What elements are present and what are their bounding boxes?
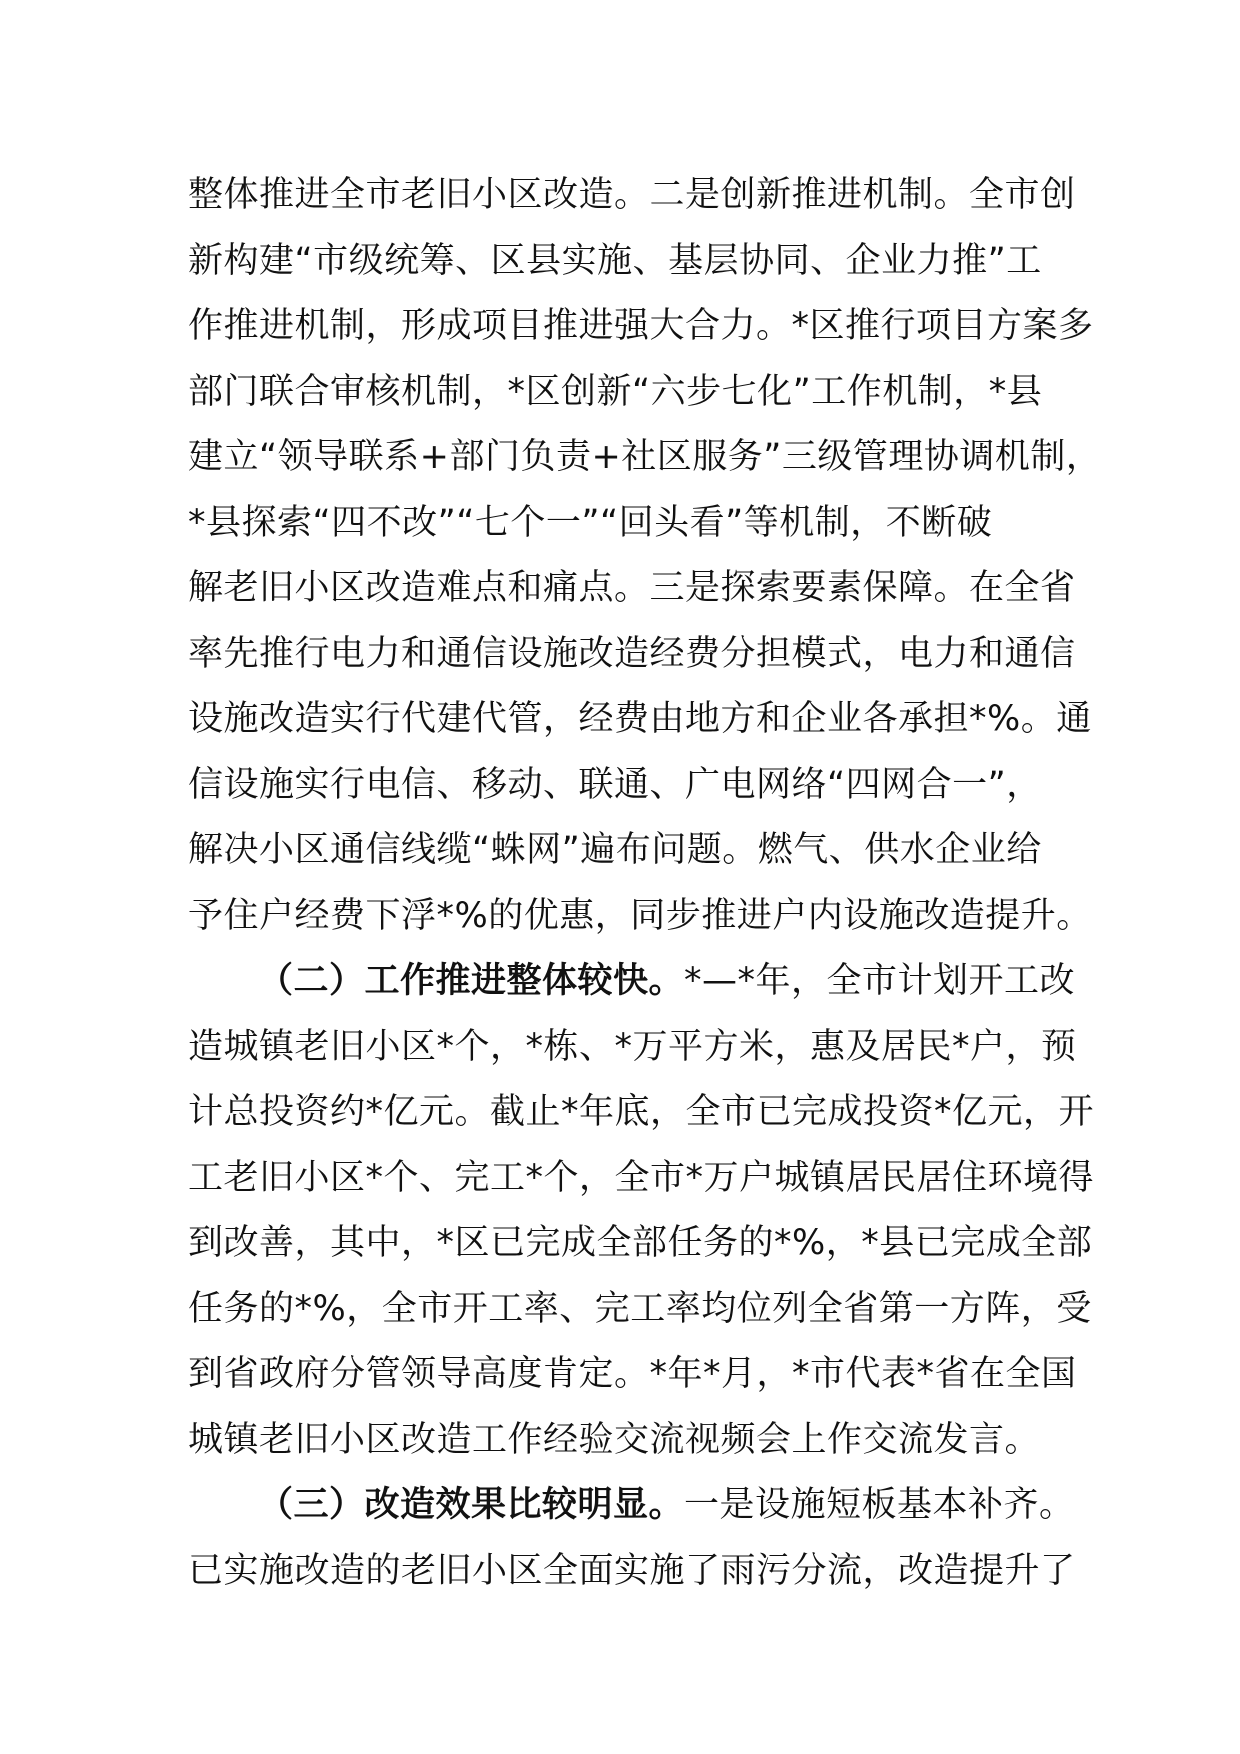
text-line: 城镇老旧小区改造工作经验交流视频会上作交流发言。 — [188, 1419, 1041, 1460]
text-line: 工老旧小区*个、完工*个，全市*万户城镇居民居住环境得 — [188, 1157, 1095, 1198]
section-line — [188, 949, 1088, 1015]
text-line: 部门联合审核机制，*区创新“六步七化”工作机制，*县 — [188, 371, 1043, 412]
text-line: 任务的*%，全市开工率、完工率均位列全省第一方阵，受 — [188, 1288, 1092, 1329]
text-run: *—*年，全市计划开工改 — [684, 961, 1076, 1001]
section-line — [188, 1473, 1088, 1539]
text-line: 到省政府分管领导高度肯定。*年*月，*市代表*省在全国 — [188, 1354, 1077, 1394]
text-line: 已实施改造的老旧小区全面实施了雨污分流，改造提升了 — [188, 1550, 1076, 1591]
text-line: 率先推行电力和通信设施改造经费分担模式，电力和通信 — [188, 633, 1076, 674]
text-line: *县探索“四不改”“七个一”“回头看”等机制，不断破 — [188, 502, 993, 543]
text-line: 整体推进全市老旧小区改造。二是创新推进机制。全市创 — [188, 175, 1076, 215]
section-heading-3: （三）改造效果比较明显。 — [258, 1485, 685, 1525]
text-line: 计总投资约*亿元。截止*年底，全市已完成投资*亿元，开 — [188, 1092, 1095, 1132]
body-text — [188, 163, 1102, 1604]
text-line: 到改善，其中，*区已完成全部任务的*%，*县已完成全部 — [188, 1223, 1093, 1263]
text-run: 一是设施短板基本补齐。 — [684, 1485, 1075, 1525]
text-line: 解老旧小区改造难点和痛点。三是探索要素保障。在全省 — [188, 568, 1076, 608]
text-line: 予住户经费下浮*%的优惠，同步推进户内设施改造提升。 — [188, 895, 1092, 936]
text-line: 设施改造实行代建代管，经费由地方和企业各承担*%。通 — [188, 699, 1092, 739]
text-line: 解决小区通信线缆“蛛网”遍布问题。燃气、供水企业给 — [188, 830, 1042, 870]
text-line: 新构建“市级统筹、区县实施、基层协同、企业力推”工 — [188, 240, 1042, 281]
text-line: 造城镇老旧小区*个，*栋、*万平方米，惠及居民*户，预 — [188, 1026, 1077, 1067]
section-heading-2: （二）工作推进整体较快。 — [258, 961, 685, 1001]
text-line: 建立“领导联系+部门负责+社区服务”三级管理协调机制， — [188, 437, 1102, 477]
text-line: 作推进机制，形成项目推进强大合力。*区推行项目方案多 — [188, 306, 1094, 346]
text-line: 信设施实行电信、移动、联通、广电网络“四网合一”， — [188, 764, 1042, 805]
